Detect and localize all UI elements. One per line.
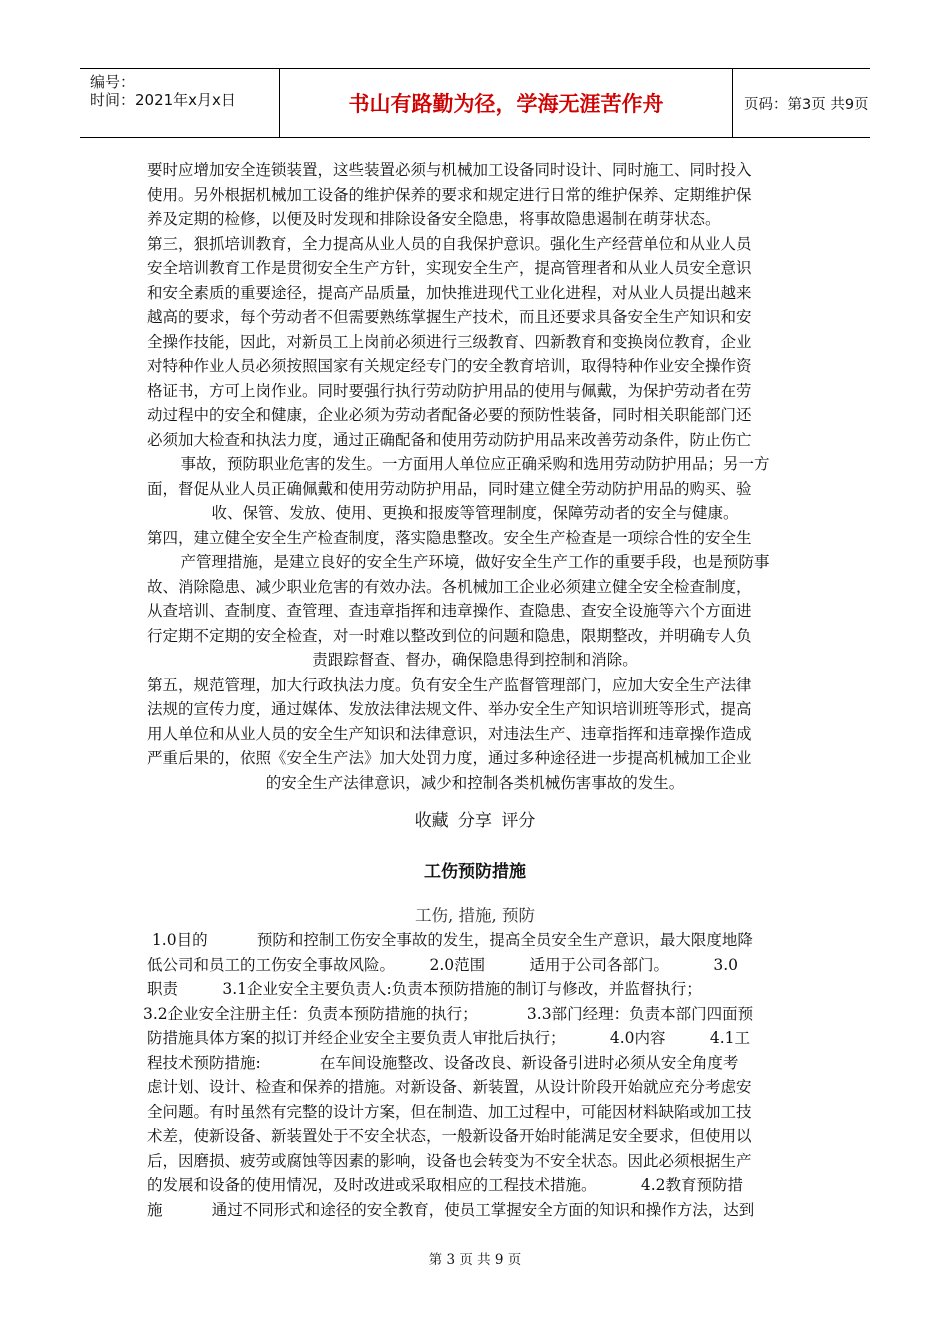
header-info bbox=[80, 69, 280, 137]
text-line: 后，因磨损、疲劳或腐蚀等因素的影响，设备也会转变为不安全状态。因此必须根据生产 bbox=[147, 1151, 752, 1170]
section-tags: 工伤, 措施, 预防 bbox=[415, 906, 535, 925]
text-line: 行定期不定期的安全检查，对一时难以整改到位的问题和隐患，限期整改，并明确专人负 bbox=[147, 626, 752, 645]
text-line: 养及定期的检修，以便及时发现和排除设备安全隐患，将事故隐患遏制在萌芽状态。 bbox=[147, 210, 721, 228]
text-line: 3.2企业安全注册主任：负责本预防措施的执行； 3.3部门经理：负责本部门四面预 bbox=[143, 1004, 754, 1023]
text-line: 第五，规范管理，加大行政执法力度。负有安全生产监督管理部门，应加大安全生产法律 bbox=[147, 675, 752, 694]
text-line: 术差，使新设备、新装置处于不安全状态，一般新设备开始时能满足安全要求，但使用以 bbox=[147, 1127, 752, 1145]
text-line: 严重后果的，依照《安全生产法》加大处罚力度，通过多种途径进一步提高机械加工企业 bbox=[147, 749, 752, 767]
text-line: 事故，预防职业危害的发生。一方面用人单位应正确采购和选用劳动防护用品；另一方 bbox=[180, 455, 770, 473]
collect-link[interactable]: 收藏 bbox=[414, 811, 449, 831]
text-line: 的安全生产法律意识，减少和控制各类机械伤害事故的发生。 bbox=[265, 773, 685, 792]
text-line: 要时应增加安全连锁装置，这些装置必须与机械加工设备同时设计、同时施工、同时投入 bbox=[147, 161, 752, 179]
rate-link[interactable]: 评分 bbox=[501, 811, 536, 831]
text-line: 面，督促从业人员正确佩戴和使用劳动防护用品，同时建立健全劳动防护用品的购买、验 bbox=[147, 479, 752, 498]
text-line: 法规的宣传力度，通过媒体、发放法律法规文件、举办安全生产知识培训班等形式，提高 bbox=[147, 700, 752, 718]
text-line: 格证书，方可上岗作业。同时要强行执行劳动防护用品的使用与佩戴，为保护劳动者在劳 bbox=[147, 381, 752, 400]
text-line: 第四，建立健全安全生产检查制度，落实隐患整改。安全生产检查是一项综合性的安全生 bbox=[147, 528, 752, 547]
text-line: 虑计划、设计、检查和保养的措施。对新设备、新装置，从设计阶段开始就应充分考虑安 bbox=[147, 1078, 752, 1096]
text-line: 从查培训、查制度、查管理、查违章指挥和违章操作、查隐患、查安全设施等六个方面进 bbox=[147, 602, 752, 620]
text-line: 用人单位和从业人员的安全生产知识和法律意识，对违法生产、违章指挥和违章操作造成 bbox=[147, 724, 752, 743]
header-motto: 书山有路勤为径，学海无涯苦作舟 bbox=[280, 69, 733, 137]
text-line: 低公司和员工的工伤安全事故风险。 2.0范围 适用于公司各部门。 3.0 bbox=[147, 955, 738, 974]
text-line: 施 通过不同形式和途径的安全教育，使员工掌握安全方面的知识和操作方法，达到 bbox=[147, 1200, 755, 1219]
text-line: 必须加大检查和执法力度，通过正确配备和使用劳动防护用品来改善劳动条件，防止伤亡 bbox=[147, 430, 752, 449]
text-line: 程技术预防措施: 在车间设施整改、设备改良、新设备引进时必须从安全角度考 bbox=[147, 1053, 739, 1072]
text-line: 安全培训教育工作是贯彻安全生产方针，实现安全生产，提高管理者和从业人员安全意识 bbox=[147, 259, 752, 277]
section-title: 工伤预防措施 bbox=[424, 862, 526, 882]
document-body bbox=[147, 158, 803, 795]
text-line: 全操作技能，因此，对新员工上岗前必须进行三级教育、四新教育和变换岗位教育，企业 bbox=[147, 332, 752, 351]
text-line: 越高的要求，每个劳动者不但需要熟练掌握生产技术，而且还要求具备安全生产知识和安 bbox=[147, 308, 752, 326]
page-footer: 第 3 页 共 9 页 bbox=[428, 1252, 522, 1268]
doc-time: 时间：2021年x月x日 bbox=[90, 91, 236, 109]
section-body bbox=[143, 928, 803, 1222]
text-line: 故、消除隐患、减少职业危害的有效办法。各机械加工企业必须建立健全安全检查制度， bbox=[147, 577, 752, 596]
text-line: 1.0目的 预防和控制工伤安全事故的发生，提高全员安全生产意识，最大限度地降 bbox=[147, 931, 753, 949]
text-line: 产管理措施，是建立良好的安全生产环境，做好安全生产工作的重要手段，也是预防事 bbox=[180, 553, 770, 571]
header-page-number: 页码：第3页 共9页 bbox=[744, 96, 869, 113]
text-line: 防措施具体方案的拟订并经企业安全主要负责人审批后执行； 4.0内容 4.1工 bbox=[147, 1029, 750, 1047]
share-link[interactable]: 分享 bbox=[458, 811, 492, 831]
text-line: 责跟踪督查、督办，确保隐患得到控制和消除。 bbox=[312, 651, 638, 669]
text-line: 全问题。有时虽然有完整的设计方案，但在制造、加工过程中，可能因材料缺陷或加工技 bbox=[147, 1102, 752, 1121]
text-line: 收、保管、发放、使用、更换和报废等管理制度，保障劳动者的安全与健康。 bbox=[211, 504, 739, 522]
text-line: 和安全素质的重要途径，提高产品质量，加快推进现代工业化进程，对从业人员提出越来 bbox=[147, 283, 752, 302]
text-line: 第三，狠抓培训教育，全力提高从业人员的自我保护意识。强化生产经营单位和从业人员 bbox=[147, 234, 752, 253]
action-links bbox=[0, 806, 950, 831]
text-line: 使用。另外根据机械加工设备的维护保养的要求和规定进行日常的维护保养、定期维护保 bbox=[147, 185, 752, 204]
text-line: 对特种作业人员必须按照国家有关规定经专门的安全教育培训，取得特种作业安全操作资 bbox=[147, 357, 752, 375]
text-line: 的发展和设备的使用情况，及时改进或采取相应的工程技术措施。 4.2教育预防措 bbox=[147, 1176, 743, 1194]
text-line: 动过程中的安全和健康，企业必须为劳动者配备必要的预防性装备，同时相关职能部门还 bbox=[147, 406, 752, 424]
text-line: 职责 3.1企业安全主要负责人:负责本预防措施的制订与修改，并监督执行； bbox=[147, 980, 702, 998]
page-header bbox=[80, 68, 870, 138]
doc-number: 编号： bbox=[90, 73, 136, 91]
